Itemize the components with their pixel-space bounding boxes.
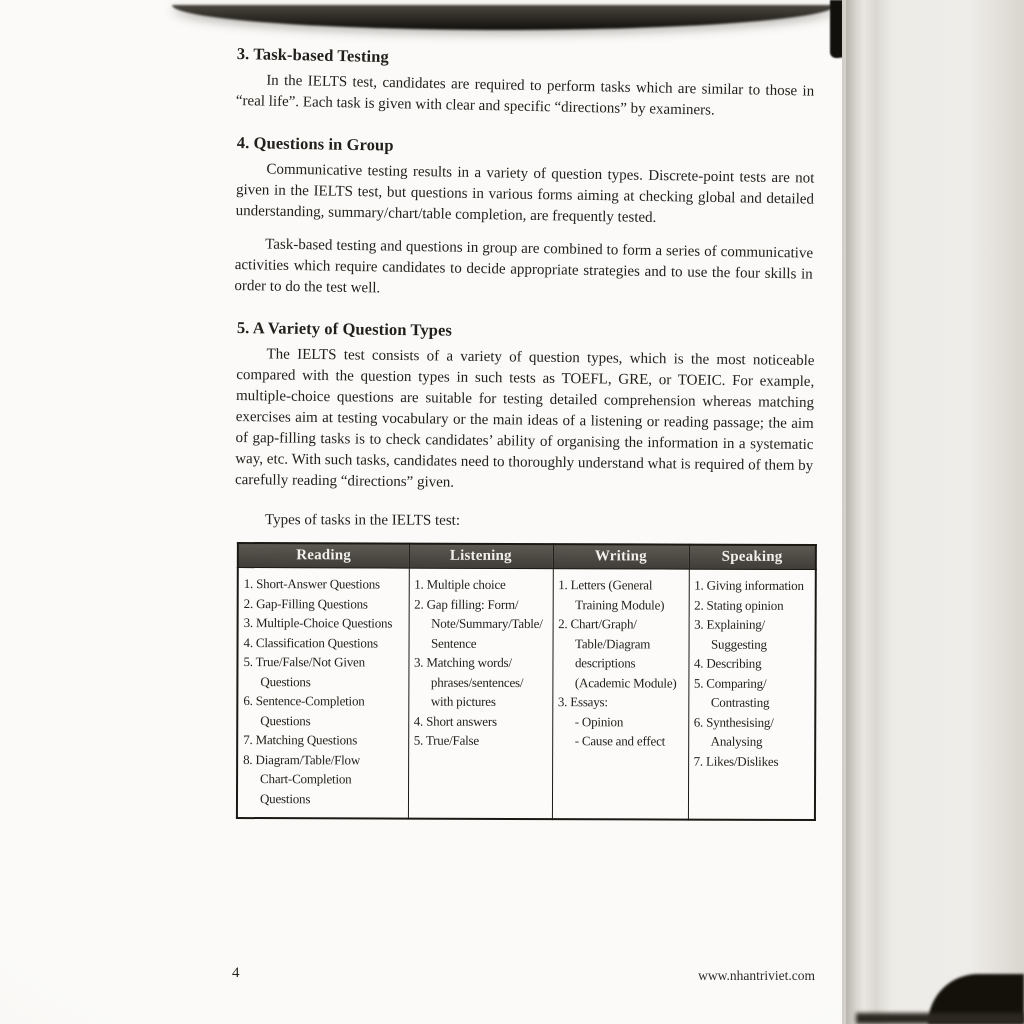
publisher-website: www.nhantriviet.com xyxy=(698,968,815,983)
heading-task-based-testing: 3. Task-based Testing xyxy=(236,44,390,67)
task-item: 6. Sentence-Completion Questions xyxy=(243,693,365,728)
section-questions-in-group xyxy=(234,133,815,307)
table-body-row xyxy=(237,568,816,821)
listening-tasks-cell xyxy=(408,568,553,819)
task-table-block xyxy=(236,512,815,821)
column-header-speaking: Speaking xyxy=(689,545,816,570)
task-item: 3. Explaining/ Suggesting xyxy=(694,616,767,652)
paragraph: The IELTS test consists of a variety of question types, which is the most noticeable compared with the question types in such tests as TOEFL, GRE, or TOEIC. For example, multiple-choice questions are suitable for testing detailed comprehension whereas matching exercises aim at testing vocabulary or the main ideas of a listening or reading passage; the aim of gap-filling tasks is to check candidates’ ability of organising the information in a systematic way, etc. With such tasks, candidates need to thoroughly understand what is required of them by carefully reading “directions” given. xyxy=(234,346,815,491)
column-header-reading: Reading xyxy=(238,543,409,568)
heading-variety-of-question-types: 5. A Variety of Question Types xyxy=(236,318,453,340)
task-item: 1. Letters (General Training Module) xyxy=(558,577,665,612)
book-page-content xyxy=(234,44,815,819)
task-item: 2. Chart/Graph/ Table/Diagram descriptions (Academic Module) xyxy=(558,616,677,691)
page-number: 4 xyxy=(232,965,240,981)
speaking-tasks-cell xyxy=(688,569,816,820)
task-item: 3. Matching words/ phrases/sentences/ with pictures xyxy=(413,654,524,709)
page-curl-streaks xyxy=(846,0,906,1024)
paragraph: Communicative testing results in a variety of question types. Discrete-point tests are not given in the IELTS test, but questions in various forms aiming at checking global and detailed understanding, summary/chart/table completion, are frequently tested. xyxy=(235,161,815,226)
table-header-row xyxy=(238,543,816,570)
reading-tasks-cell xyxy=(237,568,409,819)
page-top-curl-shadow xyxy=(172,5,836,30)
heading-questions-in-group: 4. Questions in Group xyxy=(236,133,394,155)
task-item: 2. Stating opinion xyxy=(694,597,784,613)
task-item: 4. Short answers xyxy=(413,713,497,729)
task-types-table xyxy=(236,542,817,821)
task-item: 7. Likes/Dislikes xyxy=(693,753,779,769)
task-item: 2. Gap filling: Form/ Note/Summary/Table/ Sentence xyxy=(414,596,543,651)
task-item: 8. Diagram/Table/Flow Chart-Completion Questions xyxy=(243,751,361,806)
task-item: 4. Classification Questions xyxy=(243,634,378,650)
task-item: 5. True/False xyxy=(413,732,480,748)
task-item: 6. Synthesising/ Analysing xyxy=(693,714,774,749)
task-item: 5. True/False/Not Given Questions xyxy=(243,654,365,689)
section-variety-of-question-types xyxy=(235,318,815,498)
task-item: 3. Essays: - Opinion - Cause and effect xyxy=(557,694,666,749)
paragraph: Task-based testing and questions in group are combined to form a series of communicative activities which require candidates to decide appropriate strategies and to use the four skills in order to do the test well. xyxy=(234,236,814,297)
task-item: 1. Multiple choice xyxy=(414,576,506,592)
task-item: 5. Comparing/ Contrasting xyxy=(693,675,770,710)
column-header-writing: Writing xyxy=(553,544,689,569)
task-item: 3. Multiple-Choice Questions xyxy=(243,615,393,631)
task-item: 2. Gap-Filling Questions xyxy=(243,595,368,611)
column-header-listening: Listening xyxy=(409,544,553,569)
task-item: 1. Giving information xyxy=(694,577,804,593)
page-bottom-edge-shadow xyxy=(856,1013,1024,1024)
section-task-based-testing xyxy=(236,44,815,124)
task-item: 4. Describing xyxy=(693,655,762,671)
task-item: 7. Matching Questions xyxy=(243,732,358,748)
paragraph: In the IELTS test, candidates are required to perform tasks which are similar to those in “real life”. Each task is given with clear and specific “directions” by examiners. xyxy=(235,72,815,119)
table-intro-text: Types of tasks in the IELTS test: xyxy=(264,512,461,529)
writing-tasks-cell xyxy=(552,569,689,820)
task-item: 1. Short-Answer Questions xyxy=(243,576,380,592)
